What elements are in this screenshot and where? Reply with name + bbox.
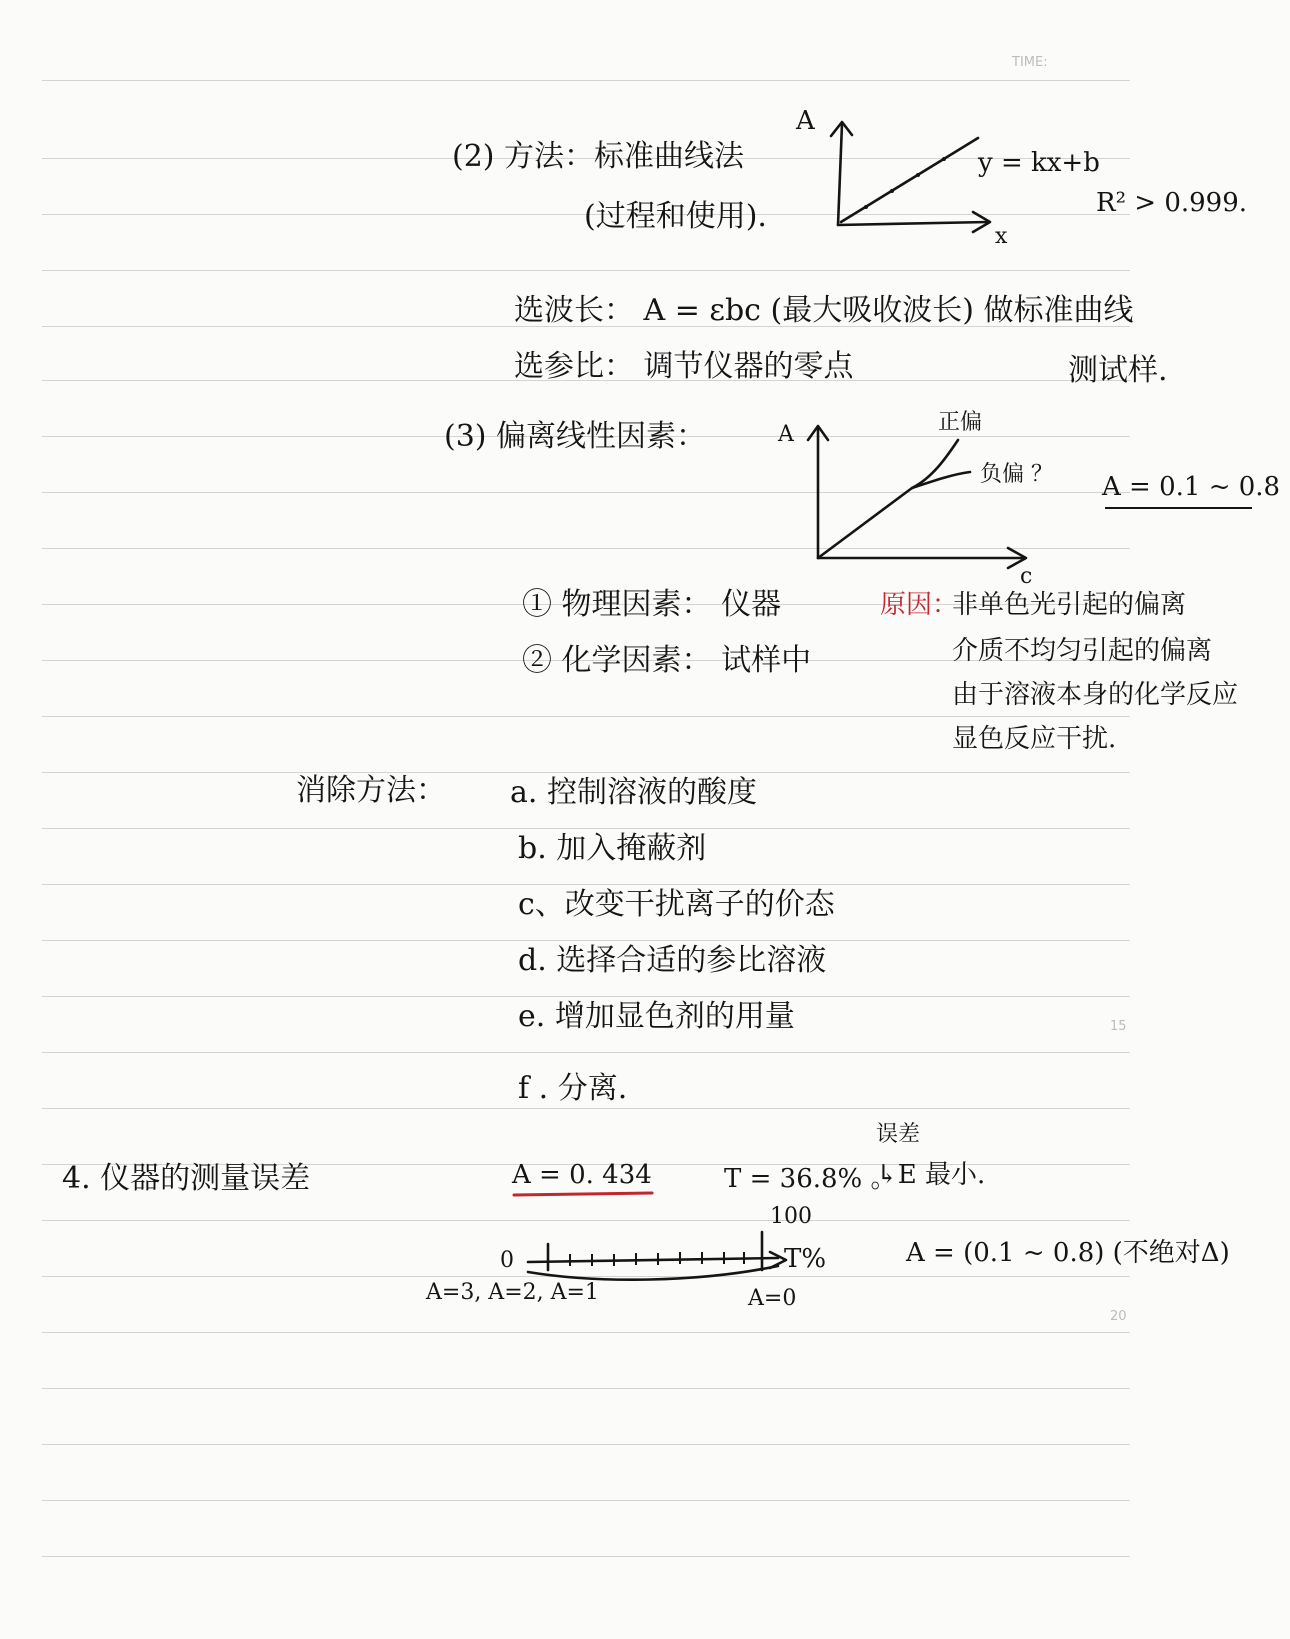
graph1-r-squared: R² > 0.999.: [1096, 188, 1248, 218]
scale-brace: [528, 1266, 778, 1280]
optimal-transmittance: T = 36.8% 。: [724, 1164, 897, 1194]
elimination-item: e. 增加显色剂的用量: [518, 999, 795, 1034]
scale-absorbance-zero: A=0: [748, 1286, 797, 1311]
absorbance-range: A = 0.1 ~ 0.8: [1102, 472, 1281, 502]
graph1-line: [841, 138, 978, 222]
chemical-factor: ② 化学因素： 试样中: [522, 643, 812, 678]
deviation-heading: (3) 偏离线性因素：: [444, 419, 707, 454]
graph1-equation: y = kx+b: [978, 148, 1100, 178]
standard-curve-graph: [831, 122, 990, 232]
graph2-y-label: A: [778, 422, 794, 447]
negative-deviation-label: 负偏 ？: [980, 462, 1053, 487]
cause-item: 非单色光引起的偏离: [952, 590, 1187, 620]
cause-item: 介质不均匀引起的偏离: [952, 636, 1213, 666]
cause-item: 由于溶液本身的化学反应: [952, 680, 1239, 710]
graph1-x-axis: [838, 222, 988, 225]
error-label: 误差: [876, 1122, 921, 1147]
physical-factor: ① 物理因素： 仪器: [522, 587, 782, 622]
scale-line: [528, 1258, 778, 1262]
graph2-x-label: c: [1020, 564, 1033, 589]
measurement-error-heading: 4. 仪器的测量误差: [62, 1161, 311, 1196]
scale-absorbance-left: A=3, A=2, A=1: [426, 1280, 599, 1305]
method-subnote: (过程和使用).: [584, 199, 767, 234]
elimination-item: c、改变干扰离子的价态: [518, 887, 835, 922]
transmittance-scale: [528, 1232, 786, 1280]
cause-item: 显色反应干扰.: [952, 724, 1117, 754]
minimum-error-note: ↳E 最小.: [876, 1160, 986, 1190]
scale-t-percent: T%: [784, 1244, 827, 1274]
graph2-linear: [818, 488, 912, 558]
method-heading: (2) 方法：标准曲线法: [452, 139, 745, 174]
a-value-red-underline: [514, 1193, 652, 1195]
elimination-item: b. 加入掩蔽剂: [518, 831, 707, 866]
scale-100-label: 100: [770, 1204, 812, 1229]
graph2-negative-curve: [912, 472, 970, 488]
cause-label: 原因：: [880, 590, 959, 620]
reference-note: 测试样.: [1068, 353, 1168, 388]
page-number-15: 15: [1110, 1019, 1127, 1034]
time-label: TIME:: [1012, 55, 1048, 70]
scale-zero-label: 0: [500, 1248, 514, 1273]
positive-deviation-label: 正偏: [938, 410, 983, 435]
deviation-graph: [808, 426, 1026, 568]
elimination-item: d. 选择合适的参比溶液: [518, 943, 827, 978]
reference-line: 选参比： 调节仪器的零点: [514, 349, 854, 384]
page-number-20: 20: [1110, 1309, 1127, 1324]
graph1-y-label: A: [796, 106, 815, 136]
elimination-label: 消除方法：: [296, 773, 446, 808]
elimination-item: f . 分离.: [518, 1071, 628, 1106]
absorbance-range-note: A = (0.1 ~ 0.8) (不绝对Δ): [906, 1238, 1230, 1268]
graph1-y-axis: [838, 124, 842, 225]
graph1-x-label: x: [995, 224, 1008, 249]
wavelength-line: 选波长： A = εbc (最大吸收波长) 做标准曲线: [514, 293, 1134, 328]
optimal-absorbance: A = 0. 434: [512, 1160, 652, 1190]
elimination-item: a. 控制溶液的酸度: [510, 775, 757, 810]
